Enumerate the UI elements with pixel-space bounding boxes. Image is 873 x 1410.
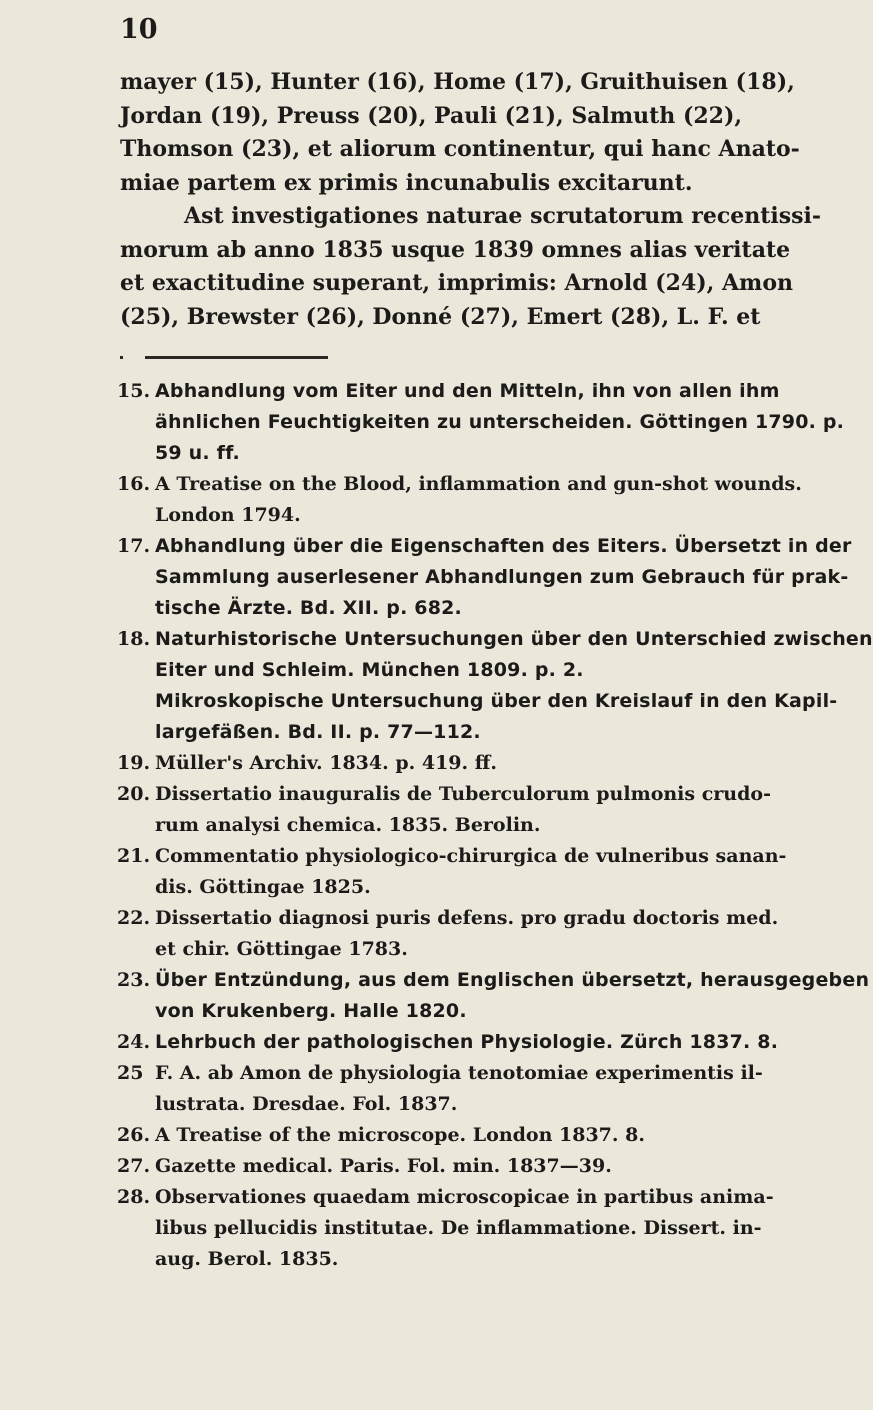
footnote-line: London 1794. [155,504,301,526]
footnote-text [155,1151,767,1182]
footnote-line: Sammlung auserlesener Abhandlungen zum Gebrauch für prak- [155,566,849,588]
footnote-text [155,531,852,624]
body-line: Thomson (23), et aliorum continentur, qui hanc Anato- [120,136,800,162]
footnote [117,1058,767,1120]
body-line: Jordan (19), Preuss (20), Pauli (21), Salmuth (22), [120,102,743,129]
footnote-line: Dissertatio diagnosi puris defens. pro gradu doctoris med. [155,907,779,929]
footnote [117,841,787,903]
main-paragraph [120,66,821,334]
body-line: morum ab anno 1835 usque 1839 omnes alias veritate [120,236,791,263]
footnote-number: 19. [117,752,151,774]
footnote-line: Dissertatio inauguralis de Tuberculorum pulmonis crudo- [155,783,771,805]
footnote-line: Gazette medical. Paris. Fol. min. 1837—39. [155,1155,612,1177]
footnote-line: A Treatise of the microscope. London 1837. 8. [155,1124,645,1146]
footnote-number: 23. [117,969,151,991]
footnote-text [155,1027,778,1058]
footnote-line: Müller's Archiv. 1834. p. 419. ff. [155,752,497,774]
footnote-line: Lehrbuch der pathologischen Physiologie. Zürch 1837. 8. [155,1031,779,1053]
footnote-text [155,779,771,841]
footnote-line: von Krukenberg. Halle 1820. [155,1000,467,1022]
footnote-text [155,1120,767,1151]
footnote [117,965,870,1027]
footnote-number: 20. [117,783,151,805]
body-line: Ast investigationes naturae scrutatorum recentissi- [184,203,821,229]
footnote-line: Mikroskopische Untersuchung über den Kreislauf in den Kapil- [155,690,838,712]
footnote-line: Eiter und Schleim. München 1809. p. 2. [155,659,584,681]
footnote-number: 17. [117,535,151,557]
footnote-line: Naturhistorische Untersuchungen über den Unterschied zwischen [155,628,873,650]
footnote-number: 15. [117,380,151,402]
body-line: (25), Brewster (26), Donné (27), Emert (28), L. F. et [120,303,761,330]
footnote-text [155,1182,774,1275]
body-line: mayer (15), Hunter (16), Home (17), Gruithuisen (18), [120,69,795,95]
body-line: miae partem ex primis incunabulis excitarunt. [120,169,693,196]
footnote-line: A Treatise on the Blood, inflammation and gun-shot wounds. [155,473,802,495]
footnote-line: lustrata. Dresdae. Fol. 1837. [155,1093,458,1115]
body-line: et exactitudine superant, imprimis: Arnold (24), Amon [120,270,793,296]
footnote [117,748,767,779]
footnote-line: largefäßen. Bd. II. p. 77—112. [155,721,481,743]
footnote-line: tische Ärzte. Bd. XII. p. 682. [155,597,462,619]
footnote [117,1151,767,1182]
footnote-line: Observationes quaedam microscopicae in partibus anima- [155,1186,774,1208]
footnote-text [155,1058,767,1120]
footnote-text [155,965,869,1027]
footnote-number: 24. [117,1031,151,1053]
footnote-text [155,841,786,903]
footnote-text [155,469,802,531]
footnote [117,624,873,748]
footnote-number: 28. [117,1186,151,1208]
footnote-number: 18. [117,628,151,650]
page-number: 10 [120,14,158,45]
footnote-text [155,748,767,779]
footnote [117,1027,779,1058]
footnote-line: F. A. ab Amon de physiologia tenotomiae experimentis il- [155,1062,763,1084]
footnote-number: 16. [117,473,151,495]
footnote-number: 26. [117,1124,151,1146]
footnote [117,1182,774,1275]
footnote-line: et chir. Göttingae 1783. [155,938,408,960]
footnote-line: Über Entzündung, aus dem Englischen übersetzt, herausgegeben [155,969,870,991]
footnote-number: 22. [117,907,151,929]
footnote-separator-rule [120,356,328,359]
footnote-line: Commentatio physiologico-chirurgica de vulneribus sanan- [155,845,787,867]
footnote [117,1120,767,1151]
footnote [117,376,845,469]
footnote-number: 27. [117,1155,151,1177]
footnotes-list [117,376,873,1275]
footnote-line: Abhandlung vom Eiter und den Mitteln, ihn von allen ihm [155,380,780,402]
footnote-line: libus pellucidis institutae. De inflammatione. Dissert. in- [155,1217,762,1239]
footnote [117,469,802,531]
footnote [117,903,779,965]
footnote-line: 59 u. ff. [155,442,240,464]
footnote-line: aug. Berol. 1835. [155,1248,339,1270]
footnote-line: Abhandlung über die Eigenschaften des Eiters. Übersetzt in der [155,535,852,557]
footnote [117,531,852,624]
footnote [117,779,771,841]
footnote-text [155,376,844,469]
footnote-line: ähnlichen Feuchtigkeiten zu unterscheiden. Göttingen 1790. p. [155,411,845,433]
footnote-text [155,624,873,748]
footnote-number: 25 [117,1062,144,1084]
footnote-line: dis. Göttingae 1825. [155,876,371,898]
footnote-number: 21. [117,845,151,867]
footnote-text [155,903,778,965]
footnote-line: rum analysi chemica. 1835. Berolin. [155,814,541,836]
